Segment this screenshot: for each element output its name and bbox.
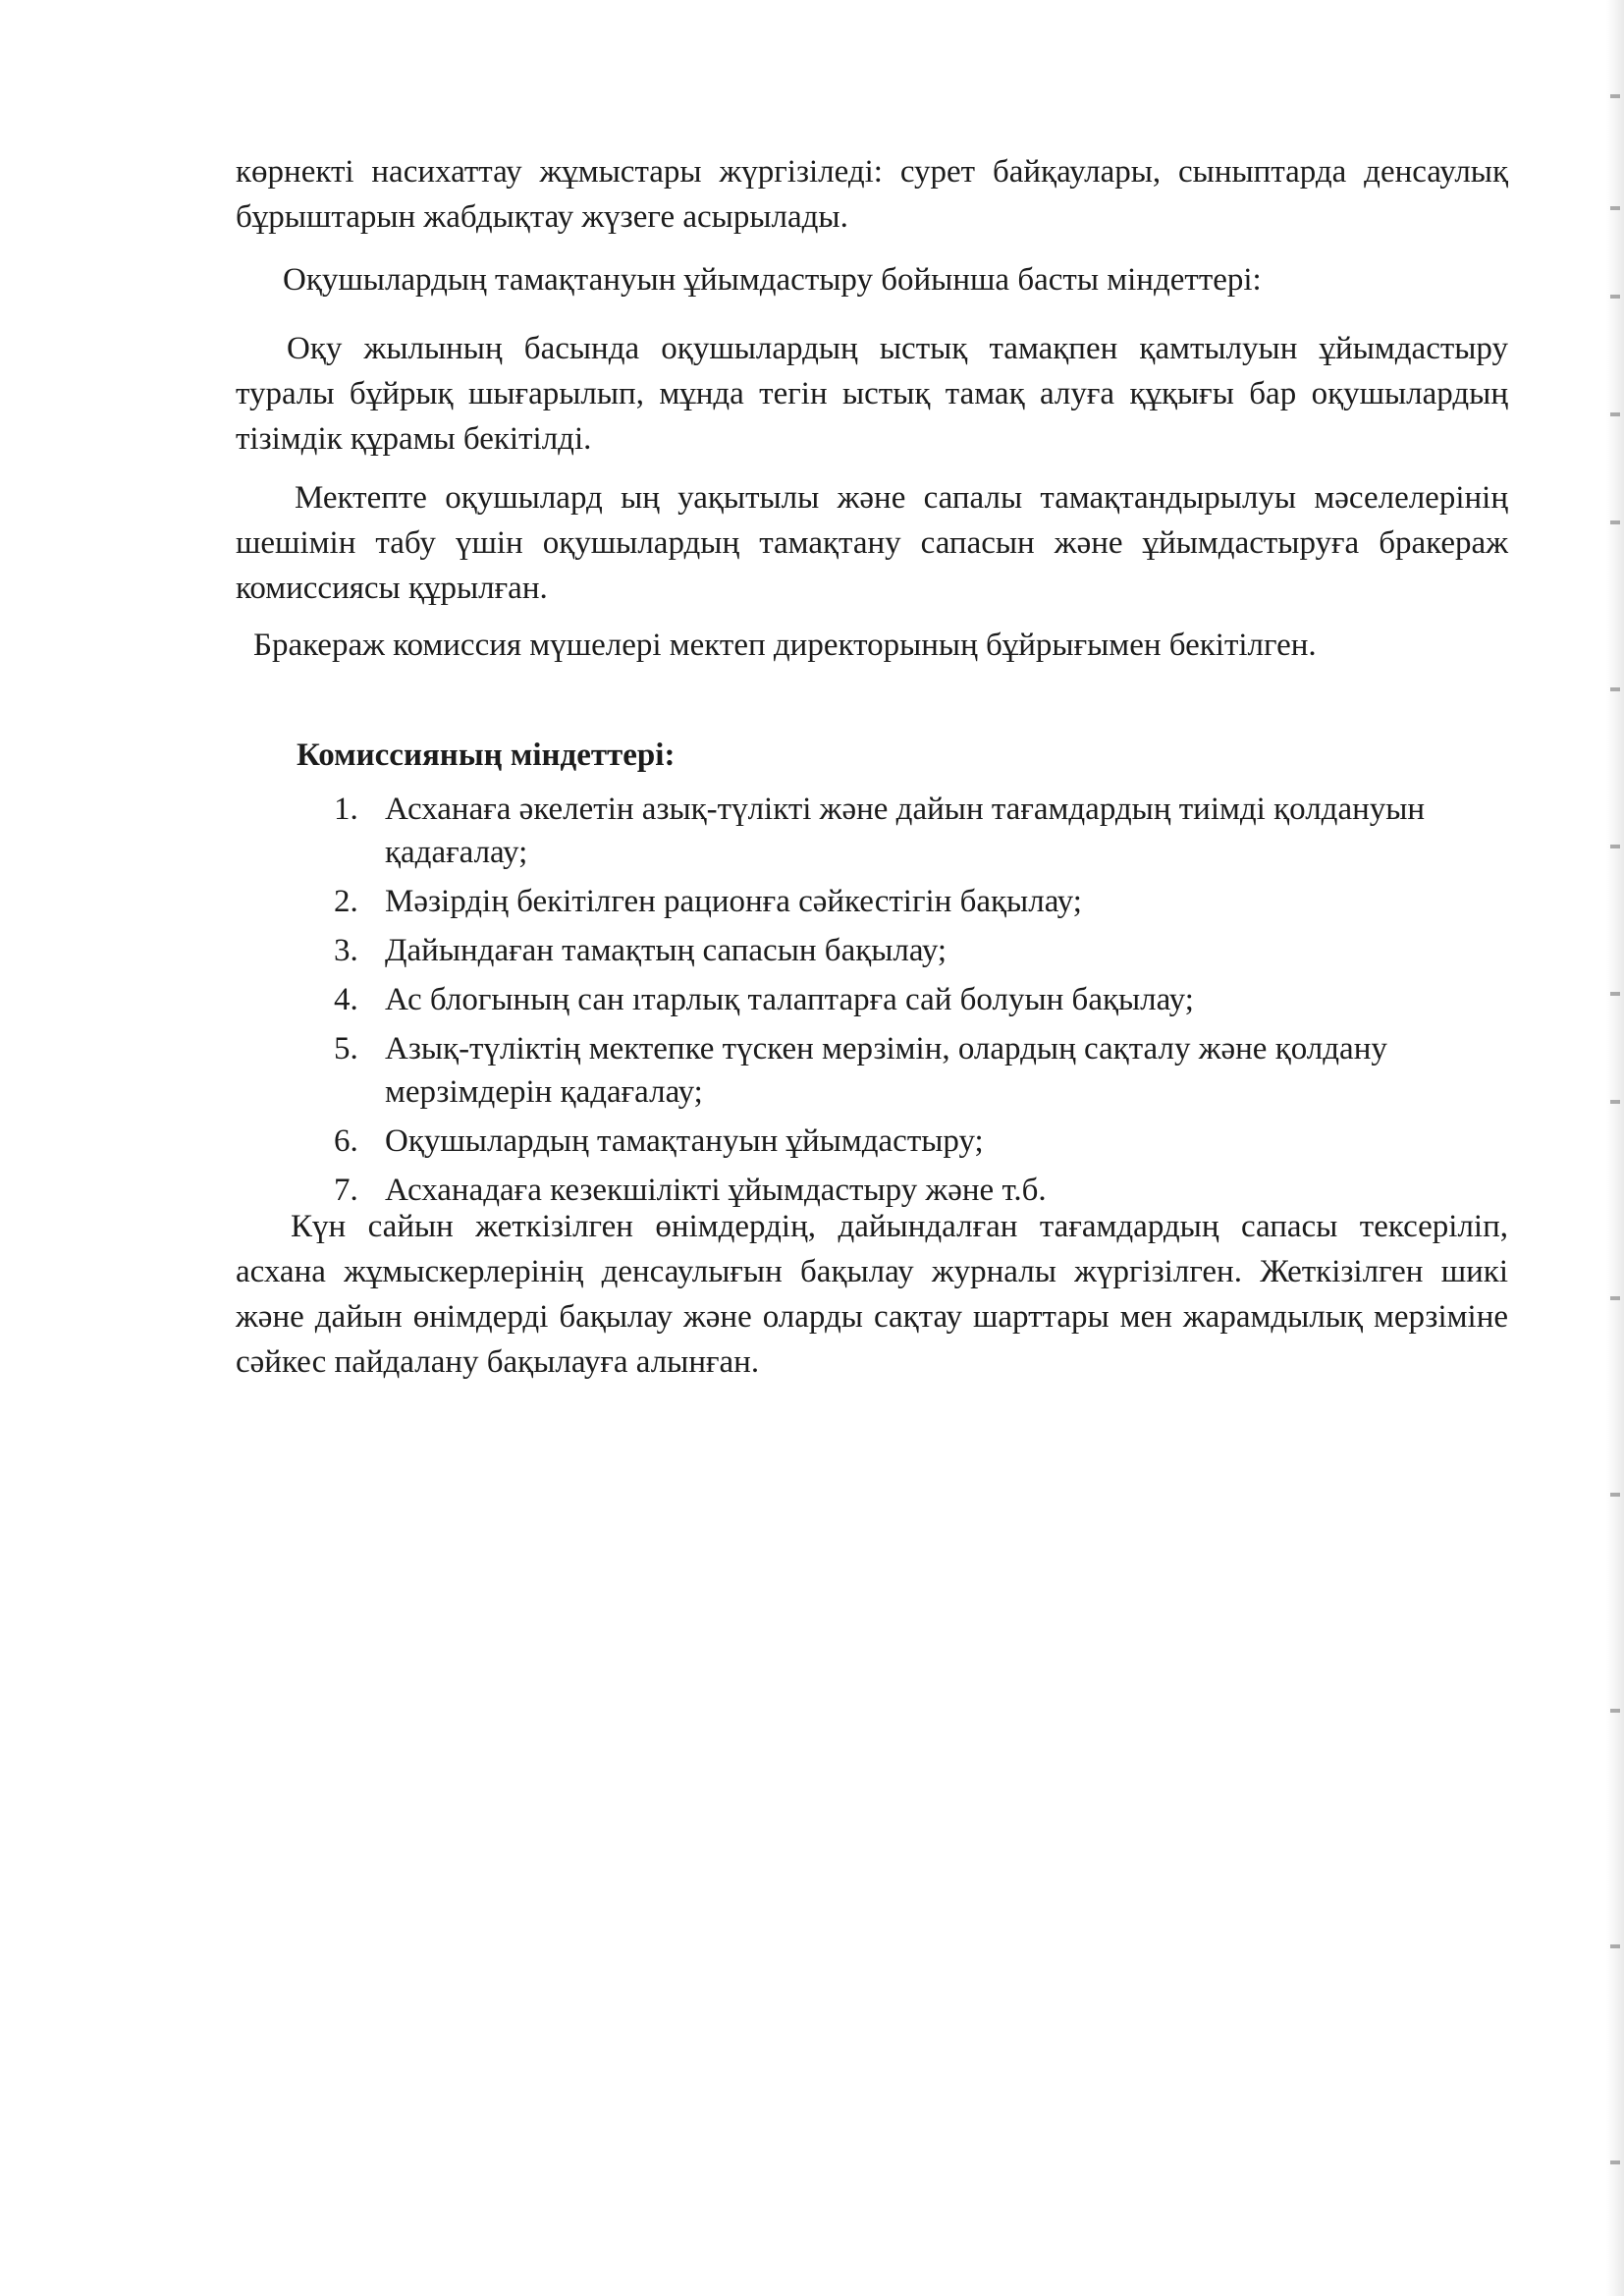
list-item-number: 1. xyxy=(334,792,358,827)
scan-edge-shadow xyxy=(1606,0,1624,2296)
list-item-number: 4. xyxy=(334,982,358,1017)
list-item xyxy=(334,978,1508,1021)
paragraph-commission-members: Бракераж комиссия мүшелері мектеп директорының бұйрығымен бекітілген. xyxy=(253,628,1317,663)
list-item-text: Дайындаған тамақтың сапасын бақылау; xyxy=(385,933,947,968)
list-item-text: Асханаға әкелетін азық-түлікті және дайын тағамдардың тиімді қолдануын қадағалау; xyxy=(385,792,1426,870)
list-item xyxy=(334,788,1508,874)
scan-speck xyxy=(1610,1944,1620,1948)
commission-duties-list xyxy=(334,788,1508,1218)
scan-speck xyxy=(1610,520,1620,524)
paragraph-commission-created: Мектепте оқушылард ың уақытылы және сапалы тамақтандырылуы мәселелерінің шешімін табу үшін оқушылардың тамақтану сапасын және ұйымдастыруға бракераж комиссиясы құрылған. xyxy=(236,480,1508,606)
list-item-number: 5. xyxy=(334,1031,358,1066)
scan-speck xyxy=(1610,845,1620,848)
scan-speck xyxy=(1610,1100,1620,1104)
paragraph-visual-campaign: көрнекті насихаттау жұмыстары жүргізіледі: сурет байқаулары, сыныптарда денсаулық бұрыштарын жабдықтау жүзеге асырылады. xyxy=(236,154,1508,235)
list-item-number: 7. xyxy=(334,1173,358,1208)
scan-speck xyxy=(1610,295,1620,299)
list-item-text: Азық-түліктің мектепке түскен мерзімін, олардың сақталу және қолдану мерзімдерін қадағалау; xyxy=(385,1031,1387,1110)
scan-speck xyxy=(1610,94,1620,98)
scan-speck xyxy=(1610,1296,1620,1300)
scan-speck xyxy=(1610,992,1620,996)
commission-duties-heading: Комиссияның міндеттері: xyxy=(297,738,676,773)
list-item-text: Асханадаға кезекшілікті ұйымдастыру және т.б. xyxy=(385,1173,1047,1208)
list-item-number: 2. xyxy=(334,884,358,919)
scan-speck xyxy=(1610,412,1620,416)
list-item-number: 6. xyxy=(334,1123,358,1159)
paragraph-hot-meal-order: Оқу жылының басында оқушылардың ыстық тамақпен қамтылуын ұйымдастыру туралы бұйрық шығарылып, мұнда тегін ыстық тамақ алуға құқығы бар оқушылардың тізімдік құрамы бекітілді. xyxy=(236,331,1508,457)
scan-speck xyxy=(1610,2160,1620,2164)
list-item-text: Ас блогының сан ıтарлық талаптарға сай болуын бақылау; xyxy=(385,982,1194,1017)
list-item xyxy=(334,1120,1508,1163)
list-item xyxy=(334,929,1508,972)
scan-speck xyxy=(1610,687,1620,691)
list-item-text: Мәзірдің бекітілген рационға сәйкестігін бақылау; xyxy=(385,884,1082,919)
scan-speck xyxy=(1610,1709,1620,1713)
list-item xyxy=(334,1027,1508,1114)
list-item xyxy=(334,880,1508,923)
scan-speck xyxy=(1610,206,1620,210)
list-item-text: Оқушылардың тамақтануын ұйымдастыру; xyxy=(385,1123,984,1159)
list-item-number: 3. xyxy=(334,933,358,968)
scan-speck xyxy=(1610,1493,1620,1497)
paragraph-main-tasks-intro: Оқушылардың тамақтануын ұйымдастыру бойынша басты міндеттері: xyxy=(283,262,1262,298)
paragraph-daily-quality-check: Күн сайын жеткізілген өнімдердің, дайындалған тағамдардың сапасы тексеріліп, асхана жұмыскерлерінің денсаулығын бақылау журналы жүргізілген. Жеткізілген шикі және дайын өнімдерді бақылау және оларды сақтау шарттары мен жарамдылық мерзіміне сәйкес пайдалану бақылауға алынған. xyxy=(236,1209,1508,1380)
